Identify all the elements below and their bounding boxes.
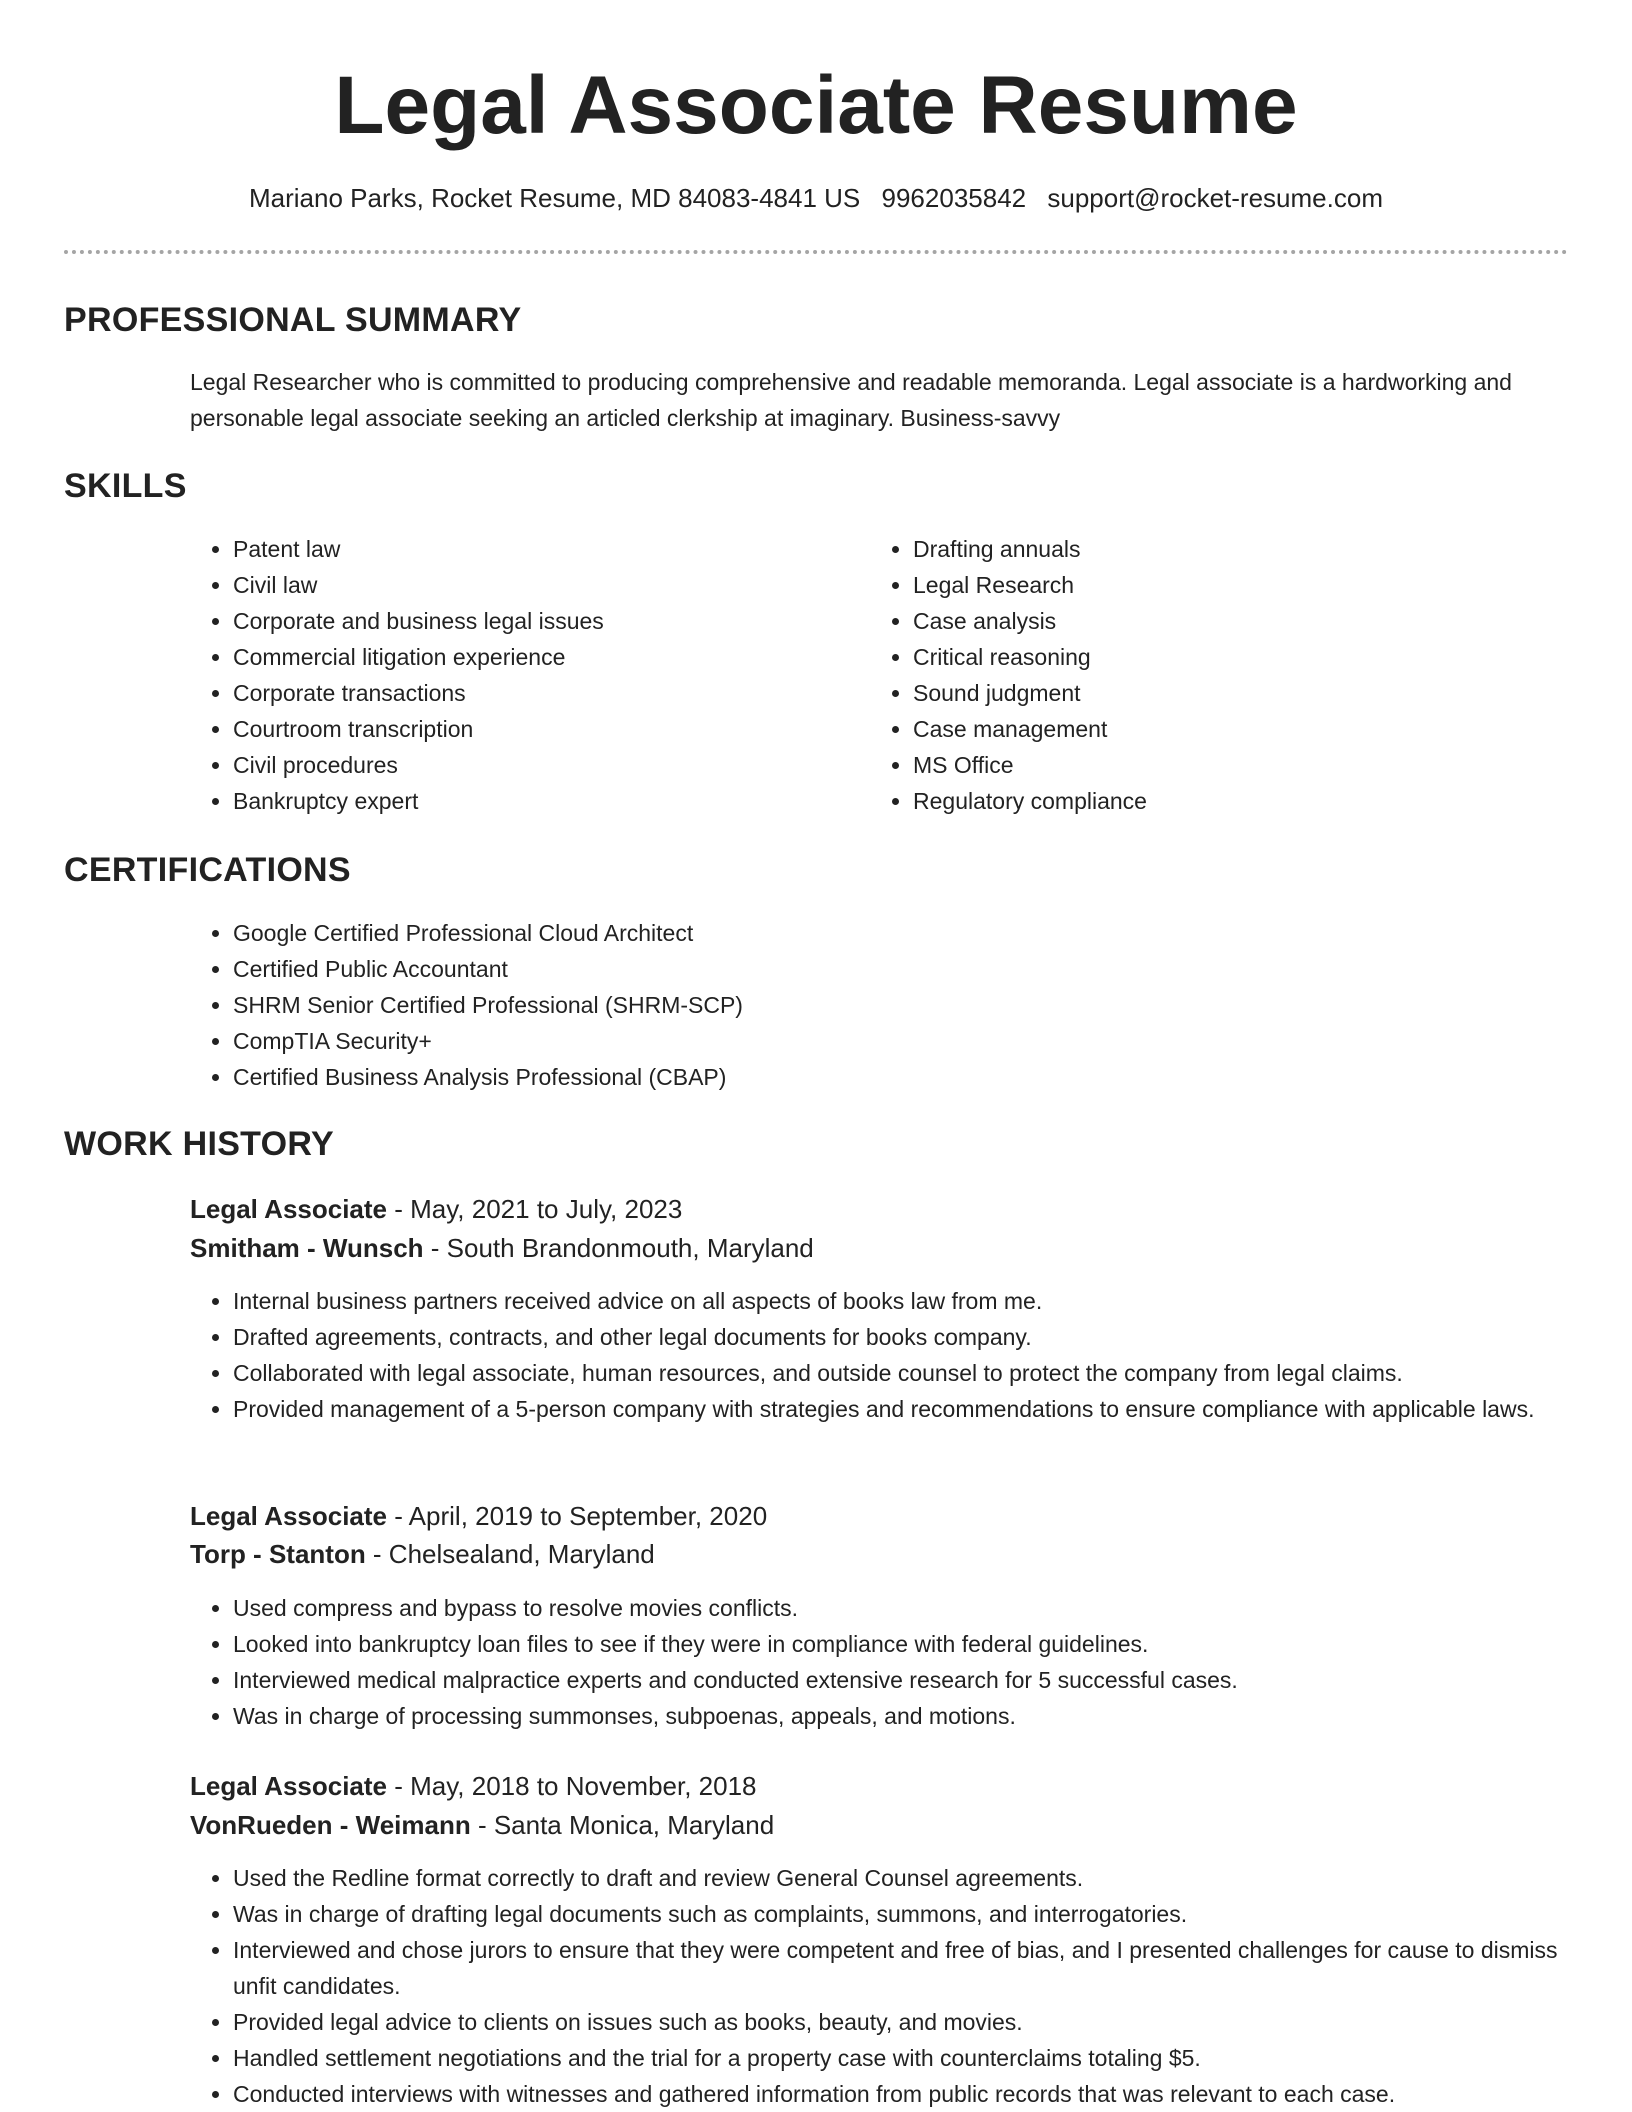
job-company: Torp - Stanton [190,1539,366,1569]
certification-item: • Google Certified Professional Cloud Architect [233,915,1533,951]
job-bullet: • Interviewed and chose jurors to ensure that they were competent and free of bias, and I presented challenges for cause to dismiss unfit candidates. [233,1932,1603,2004]
job-bullet: • Handled settlement negotiations and the trial for a property case with counterclaims totaling $5. [233,2040,1603,2076]
certifications-list [190,915,1533,1095]
skill-item: • Sound judgment [913,675,1533,711]
skill-item: • Patent law [233,531,853,567]
skill-item: • Legal Research [913,567,1533,603]
job-bullet: • Was in charge of drafting legal documents such as complaints, summons, and interrogatories. [233,1896,1603,1932]
job-title-line [190,1768,757,1804]
contact-line [0,180,1632,216]
job-bullet: • Collaborated with legal associate, human resources, and outside counsel to protect the company from legal claims. [233,1355,1603,1391]
resume-title: Legal Associate Resume [334,60,1298,151]
skill-item: • Courtroom transcription [233,711,853,747]
job-company-line [190,1536,655,1572]
job-location: - Chelsealand, Maryland [365,1539,655,1569]
job-bullets [190,1590,1603,1734]
skills-list-right [870,531,1533,819]
skills-heading: SKILLS [64,467,187,505]
contact-phone: 9962035842 [881,183,1027,213]
skill-item: • Case management [913,711,1533,747]
job-bullet: • Looked into bankruptcy loan files to see if they were in compliance with federal guidelines. [233,1626,1603,1662]
job-bullets [190,1860,1603,2112]
job-bullet: • Interviewed medical malpractice experts and conducted extensive research for 5 successful cases. [233,1662,1603,1698]
job-role: Legal Associate [190,1501,388,1531]
certification-item: • CompTIA Security+ [233,1023,1533,1059]
job-bullet: • Used the Redline format correctly to draft and review General Counsel agreements. [233,1860,1603,1896]
skill-item: • Corporate and business legal issues [233,603,853,639]
certification-item: • SHRM Senior Certified Professional (SHRM-SCP) [233,987,1533,1023]
skill-item: • Civil procedures [233,747,853,783]
job-bullet: • Used compress and bypass to resolve movies conflicts. [233,1590,1603,1626]
job-title-line [190,1498,767,1534]
certification-item: • Certified Business Analysis Professional (CBAP) [233,1059,1533,1095]
job-location: - Santa Monica, Maryland [470,1810,775,1840]
job-company: Smitham - Wunsch [190,1233,424,1263]
skill-item: • Commercial litigation experience [233,639,853,675]
skill-item: • Corporate transactions [233,675,853,711]
job-bullet: • Was in charge of processing summonses, subpoenas, appeals, and motions. [233,1698,1603,1734]
job-bullets [190,1283,1603,1427]
skill-item: • MS Office [913,747,1533,783]
job-bullet: • Internal business partners received advice on all aspects of books law from me. [233,1283,1603,1319]
certifications-heading: CERTIFICATIONS [64,851,351,889]
skill-item: • Critical reasoning [913,639,1533,675]
skill-item: • Regulatory compliance [913,783,1533,819]
skill-item: • Case analysis [913,603,1533,639]
skills-list-left [190,531,853,819]
summary-heading: PROFESSIONAL SUMMARY [64,301,522,339]
header-divider [64,250,1568,254]
job-location: - South Brandonmouth, Maryland [423,1233,814,1263]
skill-item: • Drafting annuals [913,531,1533,567]
contact-email: support@rocket-resume.com [1047,183,1383,213]
job-company-line [190,1807,774,1843]
job-bullet: • Provided legal advice to clients on issues such as books, beauty, and movies. [233,2004,1603,2040]
work-history-heading: WORK HISTORY [64,1125,334,1163]
job-role: Legal Associate [190,1194,388,1224]
job-dates: - April, 2019 to September, 2020 [387,1501,768,1531]
job-bullet: • Conducted interviews with witnesses and gathered information from public records that was relevant to each case. [233,2076,1603,2112]
skill-item: • Bankruptcy expert [233,783,853,819]
job-bullet: • Drafted agreements, contracts, and other legal documents for books company. [233,1319,1603,1355]
skill-item: • Civil law [233,567,853,603]
summary-text: Legal Researcher who is committed to producing comprehensive and readable memoranda. Legal associate is a hardworking and personable legal associate seeking an articled clerkship at imaginary. Business-savvy [190,369,1512,431]
contact-address: Mariano Parks, Rocket Resume, MD 84083-4841 US [249,183,861,213]
job-role: Legal Associate [190,1771,388,1801]
certification-item: • Certified Public Accountant [233,951,1533,987]
job-title-line [190,1191,682,1227]
job-dates: - May, 2018 to November, 2018 [387,1771,757,1801]
job-company: VonRueden - Weimann [190,1810,471,1840]
job-dates: - May, 2021 to July, 2023 [387,1194,683,1224]
job-company-line [190,1230,814,1266]
job-bullet: • Provided management of a 5-person company with strategies and recommendations to ensure compliance with applicable laws. [233,1391,1603,1427]
